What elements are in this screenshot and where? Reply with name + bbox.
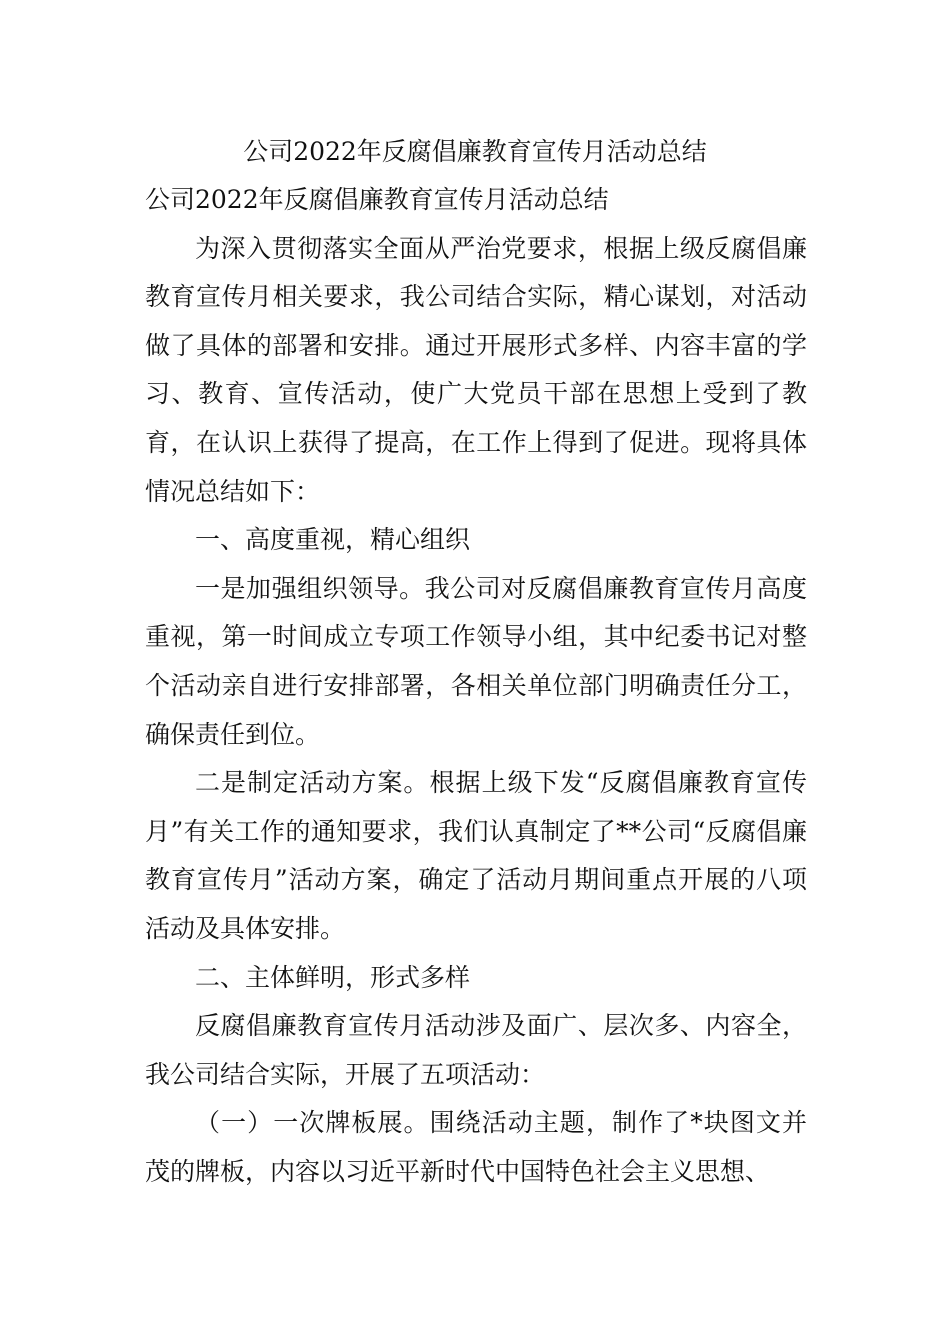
section-heading-1: 一、高度重视，精心组织	[195, 525, 471, 555]
section-heading-2: 二、主体鲜明，形式多样	[195, 962, 471, 992]
paragraph-organization: 一是加强组织领导。我公司对反腐倡廉教育宣传月高度重视，第一时间成立专项工作领导小组，其中纪委书记对整个活动亲自进行安排部署，各相关单位部门明确责任分工，确保责任到位。	[145, 573, 807, 749]
paragraph-exhibition: （一）一次牌板展。围绕活动主题，制作了*块图文并茂的牌板，内容以习近平新时代中国特色社会主义思想、	[145, 1108, 807, 1186]
document-body	[145, 176, 807, 1196]
document-subtitle: 公司2022年反腐倡廉教育宣传月活动总结	[145, 185, 609, 214]
paragraph-plan: 二是制定活动方案。根据上级下发“反腐倡廉教育宣传月”有关工作的通知要求，我们认真制定了**公司“反腐倡廉教育宣传月”活动方案，确定了活动月期间重点开展的八项活动及具体安排。	[145, 768, 807, 943]
document-title: 公司2022年反腐倡廉教育宣传月活动总结	[243, 137, 707, 166]
paragraph-intro: 为深入贯彻落实全面从严治党要求，根据上级反腐倡廉教育宣传月相关要求，我公司结合实际，精心谋划，对活动做了具体的部署和安排。通过开展形式多样、内容丰富的学习、教育、宣传活动，使广大党员干部在思想上受到了教育，在认识上获得了提高，在工作上得到了促进。现将具体情况总结如下：	[145, 233, 807, 506]
paragraph-activities: 反腐倡廉教育宣传月活动涉及面广、层次多、内容全，我公司结合实际，开展了五项活动：	[145, 1011, 807, 1089]
